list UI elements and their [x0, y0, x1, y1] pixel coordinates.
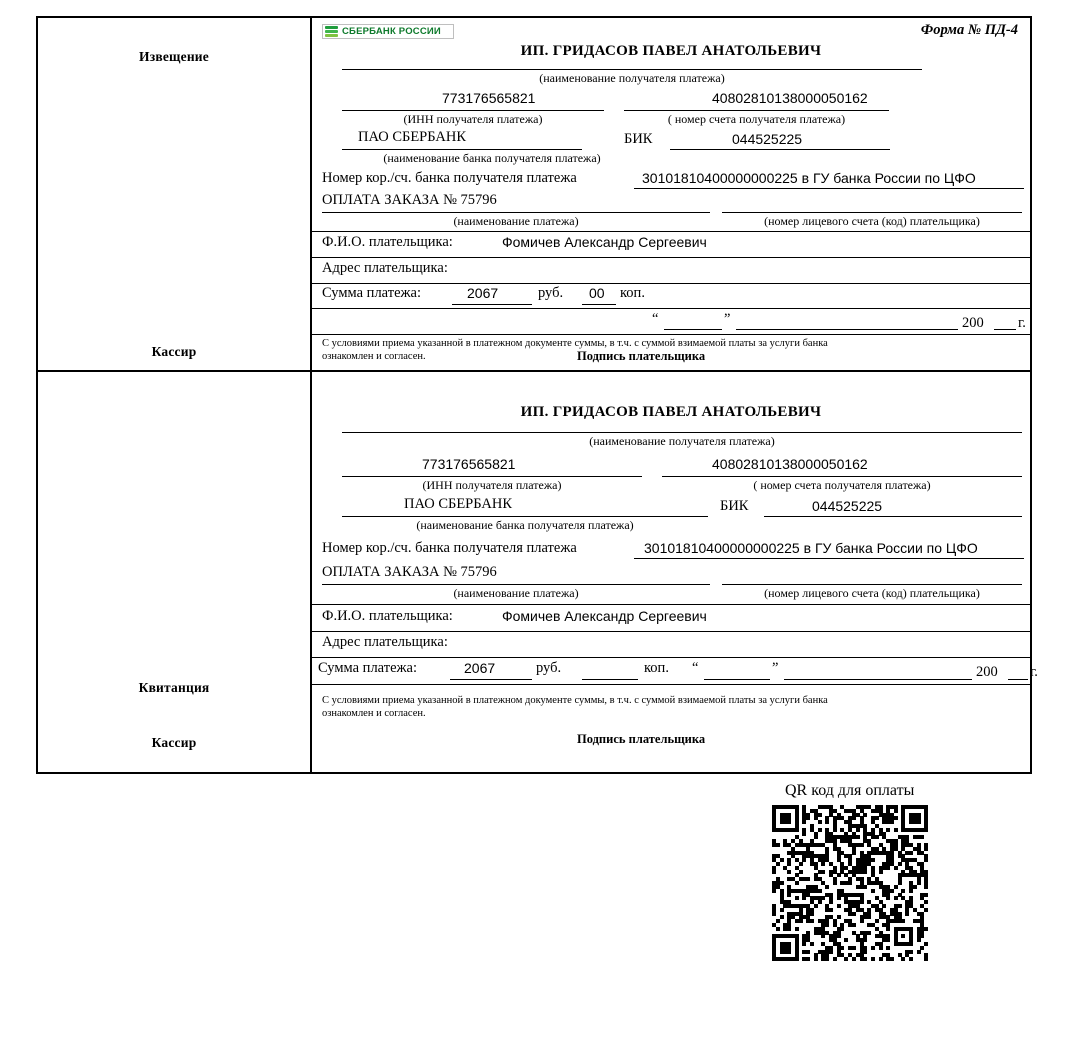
rule-purpose-top: [322, 212, 710, 213]
terms-line2-bottom: ознакомлен и согласен.: [322, 708, 426, 719]
date-quote-close-bottom: ”: [772, 660, 779, 676]
divider-top-2: [312, 257, 1030, 258]
rule-bik-bottom: [764, 516, 1022, 517]
form-half-notice: [38, 18, 1030, 372]
rule-recipient-name-bottom: [342, 432, 1022, 433]
sum-rub-top: 2067: [467, 285, 499, 301]
rule-account-top: [624, 110, 889, 111]
rule-account-bottom: [662, 476, 1022, 477]
rule-kor-top: [634, 188, 1024, 189]
payer-value-top: Фомичев Александр Сергеевич: [502, 234, 707, 250]
sberbank-logo-text: СБЕРБАНК РОССИИ: [342, 26, 441, 37]
qr-code: [772, 805, 928, 961]
rule-date-year-bottom: [1008, 679, 1028, 680]
rule-sum-rub-bottom: [450, 679, 532, 680]
sum-rub-unit-top: руб.: [538, 285, 564, 301]
caption-account-bottom: ( номер счета получателя платежа): [753, 478, 931, 492]
payer-label-top: Ф.И.О. плательщика:: [322, 234, 453, 250]
divider-top-5: [312, 334, 1030, 335]
receipt-left-column: [38, 372, 312, 772]
divider-top-1: [312, 231, 1030, 232]
rule-sum-kop-top: [582, 304, 616, 305]
caption-purpose-bottom: (наименование платежа): [453, 586, 579, 600]
rule-recipient-name-top: [342, 69, 922, 70]
account-value-bottom: 40802810138000050162: [712, 456, 868, 472]
kor-label-top: Номер кор./сч. банка получателя платежа: [322, 170, 577, 186]
sberbank-logo: [322, 24, 454, 39]
terms-line1-bottom: С условиями приема указанной в платежном документе суммы, в т.ч. с суммой взимаемой платы за услуги банка: [322, 695, 828, 706]
kor-value-top: 30101810400000000225 в ГУ банка России по ЦФО: [642, 170, 976, 186]
sum-label-top: Сумма платежа:: [322, 285, 421, 301]
rule-date-day-top: [664, 329, 722, 330]
date-quote-open-bottom: “: [692, 660, 699, 676]
purpose-top: ОПЛАТА ЗАКАЗА № 75796: [322, 192, 497, 208]
bank-name-bottom: ПАО СБЕРБАНК: [404, 496, 512, 512]
caption-bank-name-bottom: (наименование банка получателя платежа): [416, 518, 634, 532]
date-year-suffix-bottom: г.: [1030, 664, 1038, 680]
rule-inn-top: [342, 110, 604, 111]
account-value-top: 40802810138000050162: [712, 90, 868, 106]
divider-bottom-2: [312, 631, 1030, 632]
sum-kop-top: 00: [589, 285, 605, 301]
label-cashier-bottom: Кассир: [151, 735, 197, 750]
qr-title: QR код для оплаты: [785, 782, 915, 799]
caption-purpose-top: (наименование платежа): [453, 214, 579, 228]
form-number: Форма № ПД-4: [920, 22, 1018, 38]
caption-recipient-name-top: (наименование получателя платежа): [539, 71, 725, 85]
date-quote-close-top: ”: [724, 311, 731, 327]
sum-rub-bottom: 2067: [464, 660, 496, 676]
notice-left-column: [38, 18, 312, 370]
rule-personal-account-top: [722, 212, 1022, 213]
caption-bank-name-top: (наименование банка получателя платежа): [383, 151, 601, 165]
bank-name-top: ПАО СБЕРБАНК: [358, 129, 466, 145]
bik-label-top: БИК: [624, 131, 653, 147]
sberbank-mark-icon: [324, 25, 340, 38]
sum-rub-unit-bottom: руб.: [536, 660, 562, 676]
date-quote-open-top: “: [652, 311, 659, 327]
signature-label-bottom: Подпись плательщика: [577, 732, 706, 746]
date-year-top: 200: [962, 315, 984, 331]
rule-personal-account-bottom: [722, 584, 1022, 585]
label-notice: Извещение: [139, 49, 209, 64]
sum-kop-unit-top: коп.: [620, 285, 645, 301]
rule-kor-bottom: [634, 558, 1024, 559]
label-cashier-top: Кассир: [151, 344, 197, 359]
payer-label-bottom: Ф.И.О. плательщика:: [322, 608, 453, 624]
caption-account-top: ( номер счета получателя платежа): [667, 112, 846, 126]
kor-value-bottom: 30101810400000000225 в ГУ банка России по ЦФО: [644, 540, 978, 556]
qr-code-canvas: [772, 805, 928, 961]
divider-top-3: [312, 283, 1030, 284]
terms-line1-top: С условиями приема указанной в платежном документе суммы, в т.ч. с суммой взимаемой платы за услуги банка: [322, 338, 828, 349]
recipient-name-bottom: ИП. ГРИДАСОВ ПАВЕЛ АНАТОЛЬЕВИЧ: [520, 404, 822, 420]
form-half-receipt: [38, 372, 1038, 772]
rule-purpose-bottom: [322, 584, 710, 585]
rule-date-month-bottom: [784, 679, 972, 680]
sum-kop-unit-bottom: коп.: [644, 660, 669, 676]
bik-value-top: 044525225: [732, 131, 803, 147]
rule-inn-bottom: [342, 476, 642, 477]
divider-top-4: [312, 308, 1030, 309]
rule-date-day-bottom: [704, 679, 770, 680]
payer-value-bottom: Фомичев Александр Сергеевич: [502, 608, 707, 624]
divider-bottom-4: [312, 684, 1030, 685]
caption-recipient-name-bottom: (наименование получателя платежа): [589, 434, 775, 448]
rule-date-month-top: [736, 329, 958, 330]
divider-bottom-1: [312, 604, 1030, 605]
rule-bank-name-top: [342, 149, 582, 150]
recipient-name-top: ИП. ГРИДАСОВ ПАВЕЛ АНАТОЛЬЕВИЧ: [520, 43, 822, 59]
kor-label-bottom: Номер кор./сч. банка получателя платежа: [322, 540, 577, 556]
date-year-suffix-top: г.: [1018, 315, 1026, 331]
payment-form: [36, 16, 1038, 774]
inn-value-top: 773176565821: [442, 90, 536, 106]
notice-right-column: [312, 18, 1030, 370]
terms-line2-top: ознакомлен и согласен.: [322, 351, 426, 362]
inn-value-bottom: 773176565821: [422, 456, 516, 472]
rule-sum-rub-top: [452, 304, 532, 305]
address-label-bottom: Адрес плательщика:: [322, 634, 448, 650]
sum-label-bottom: Сумма платежа:: [318, 660, 417, 676]
caption-inn-top: (ИНН получателя платежа): [403, 112, 543, 126]
address-label-top: Адрес плательщика:: [322, 260, 448, 276]
label-receipt: Квитанция: [138, 680, 210, 695]
caption-inn-bottom: (ИНН получателя платежа): [422, 478, 562, 492]
purpose-bottom: ОПЛАТА ЗАКАЗА № 75796: [322, 564, 497, 580]
receipt-right-column: [312, 372, 1038, 772]
divider-bottom-3: [312, 657, 1030, 658]
date-year-bottom: 200: [976, 664, 998, 680]
bik-label-bottom: БИК: [720, 498, 749, 514]
rule-bank-name-bottom: [342, 516, 708, 517]
rule-date-year-top: [994, 329, 1016, 330]
bik-value-bottom: 044525225: [812, 498, 883, 514]
signature-label-top: Подпись плательщика: [577, 349, 706, 363]
caption-personal-account-top: (номер лицевого счета (код) плательщика): [764, 214, 980, 228]
caption-personal-account-bottom: (номер лицевого счета (код) плательщика): [764, 586, 980, 600]
rule-sum-kop-bottom: [582, 679, 638, 680]
rule-bik-top: [670, 149, 890, 150]
